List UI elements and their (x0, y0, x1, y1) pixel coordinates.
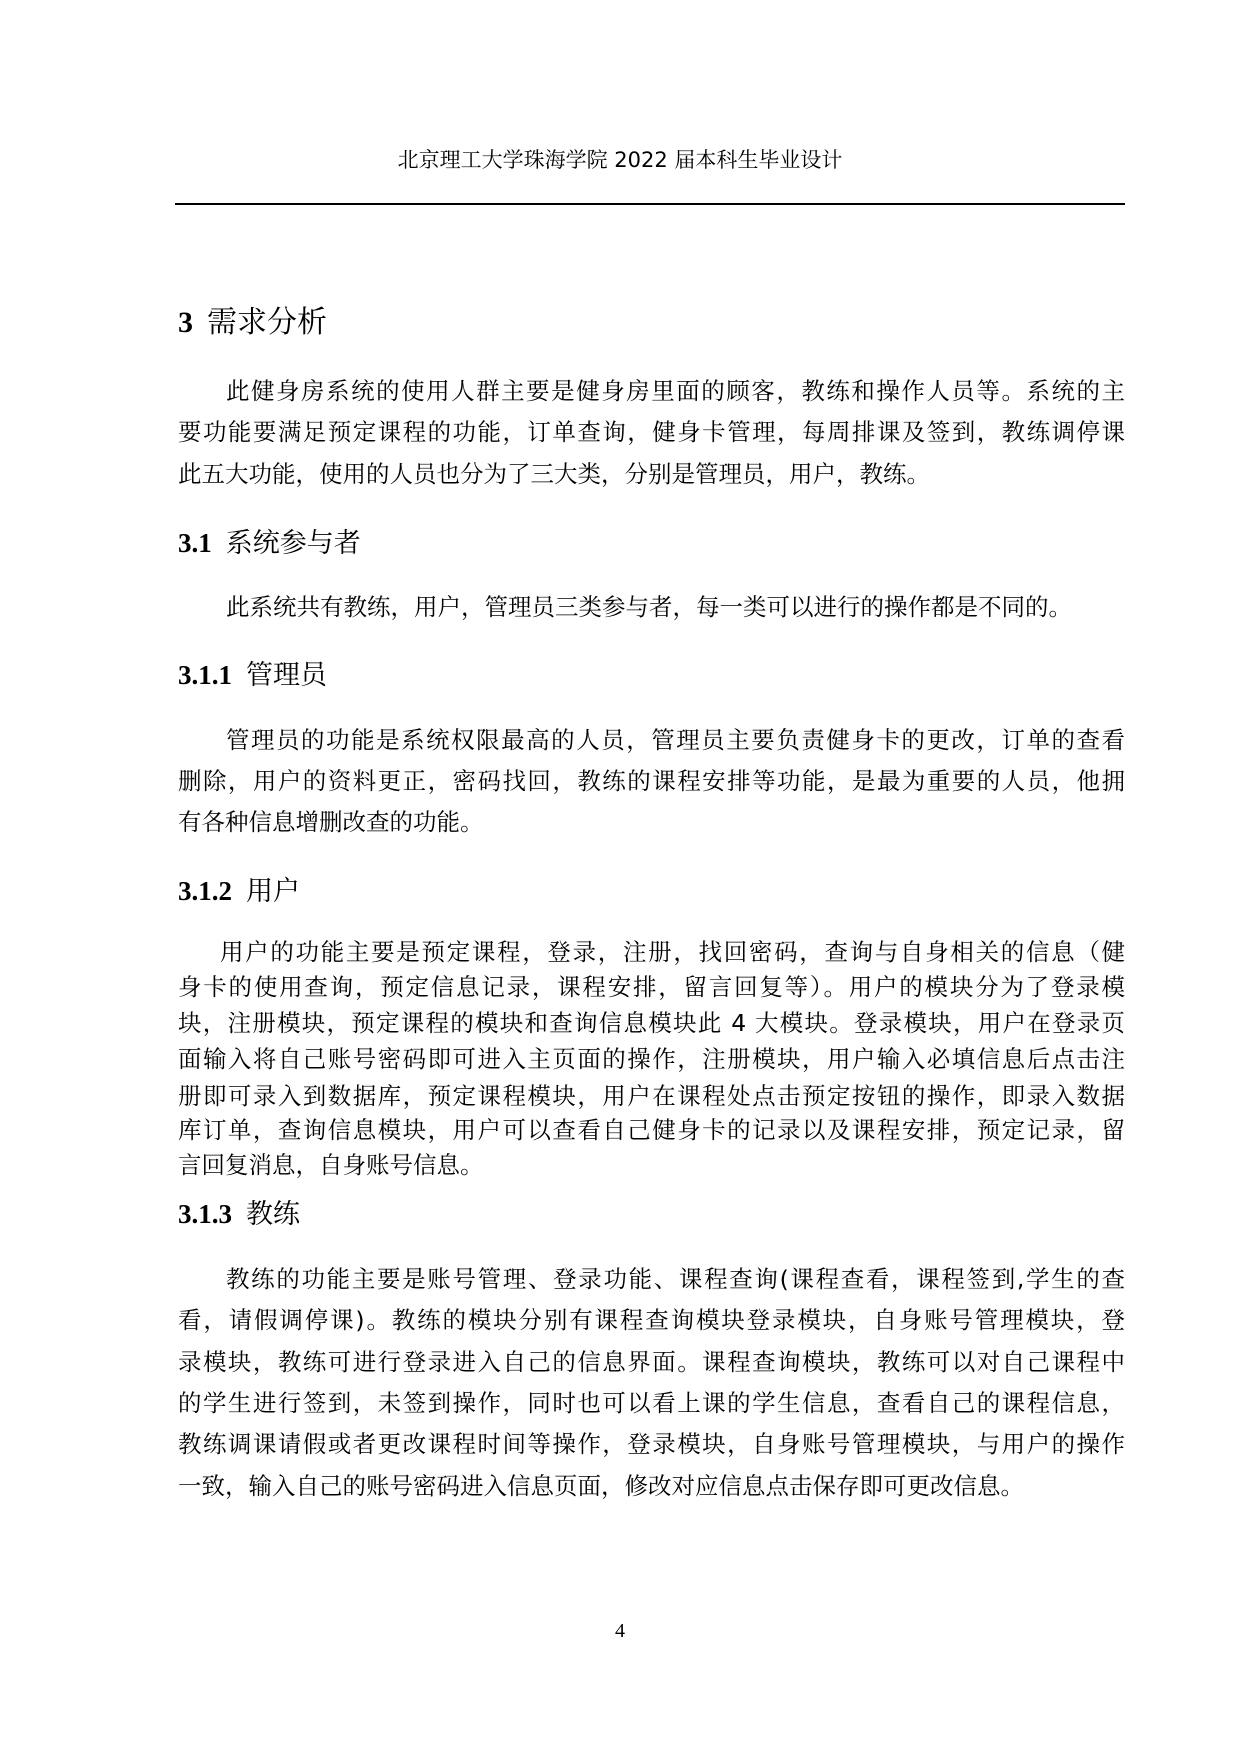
paragraph-line: 册即可录入到数据库，预定课程模块，用户在课程处点击预定按钮的操作，即录入数据 (178, 1082, 1125, 1110)
paragraph-line: 管理员的功能是系统权限最高的人员，管理员主要负责健身卡的更改，订单的查看 (226, 726, 1125, 754)
paragraph-line: 此五大功能，使用的人员也分为了三大类，分别是管理员，用户，教练。 (178, 460, 930, 488)
paragraph-line: 教练的功能主要是账号管理、登录功能、课程查询(课程查看，课程签到,学生的查 (226, 1265, 1125, 1293)
subsection-heading: 3.1 系统参与者 (178, 528, 361, 559)
paragraph-line: 面输入将自己账号密码即可进入主页面的操作，注册模块，用户输入必填信息后点击注 (178, 1045, 1125, 1073)
paragraph-line: 此健身房系统的使用人群主要是健身房里面的顾客，教练和操作人员等。系统的主 (226, 377, 1125, 405)
subsection-heading: 3.1.1 管理员 (178, 660, 327, 691)
paragraph-line: 的学生进行签到，未签到操作，同时也可以看上课的学生信息，查看自己的课程信息， (178, 1389, 1125, 1417)
paragraph-line: 教练调课请假或者更改课程时间等操作，登录模块，自身账号管理模块，与用户的操作 (178, 1430, 1125, 1458)
paragraph-line: 看，请假调停课)。教练的模块分别有课程查询模块登录模块，自身账号管理模块，登 (178, 1306, 1125, 1334)
page-number: 4 (615, 1620, 625, 1642)
paragraph-line: 有各种信息增删改查的功能。 (178, 808, 484, 836)
section-heading: 3 需求分析 (178, 305, 327, 340)
paragraph-line: 言回复消息，自身账号信息。 (178, 1151, 484, 1179)
paragraph-line: 身卡的使用查询，预定信息记录，课程安排，留言回复等）。用户的模块分为了登录模 (178, 973, 1125, 1001)
paragraph-line: 库订单，查询信息模块，用户可以查看自己健身卡的记录以及课程安排，预定记录，留 (178, 1116, 1125, 1144)
paragraph-line: 一致，输入自己的账号密码进入信息页面，修改对应信息点击保存即可更改信息。 (178, 1472, 1024, 1500)
paragraph-line: 块，注册模块，预定课程的模块和查询信息模块此 4 大模块。登录模块，用户在登录页 (178, 1009, 1125, 1037)
paragraph-line: 录模块，教练可进行登录进入自己的信息界面。课程查询模块，教练可以对自己课程中 (178, 1348, 1125, 1376)
paragraph-line: 此系统共有教练，用户，管理员三类参与者，每一类可以进行的操作都是不同的。 (226, 593, 1072, 621)
subsection-heading: 3.1.2 用户 (178, 876, 300, 907)
running-header: 北京理工大学珠海学院 2022 届本科生毕业设计 (397, 148, 843, 172)
paragraph-line: 用户的功能主要是预定课程，登录，注册，找回密码，查询与自身相关的信息（健 (220, 938, 1125, 966)
subsection-heading: 3.1.3 教练 (178, 1199, 300, 1230)
paragraph-line: 删除，用户的资料更正，密码找回，教练的课程安排等功能，是最为重要的人员，他拥 (178, 767, 1125, 795)
paragraph-line: 要功能要满足预定课程的功能，订单查询，健身卡管理，每周排课及签到，教练调停课 (178, 418, 1125, 446)
header-rule (175, 203, 1125, 205)
